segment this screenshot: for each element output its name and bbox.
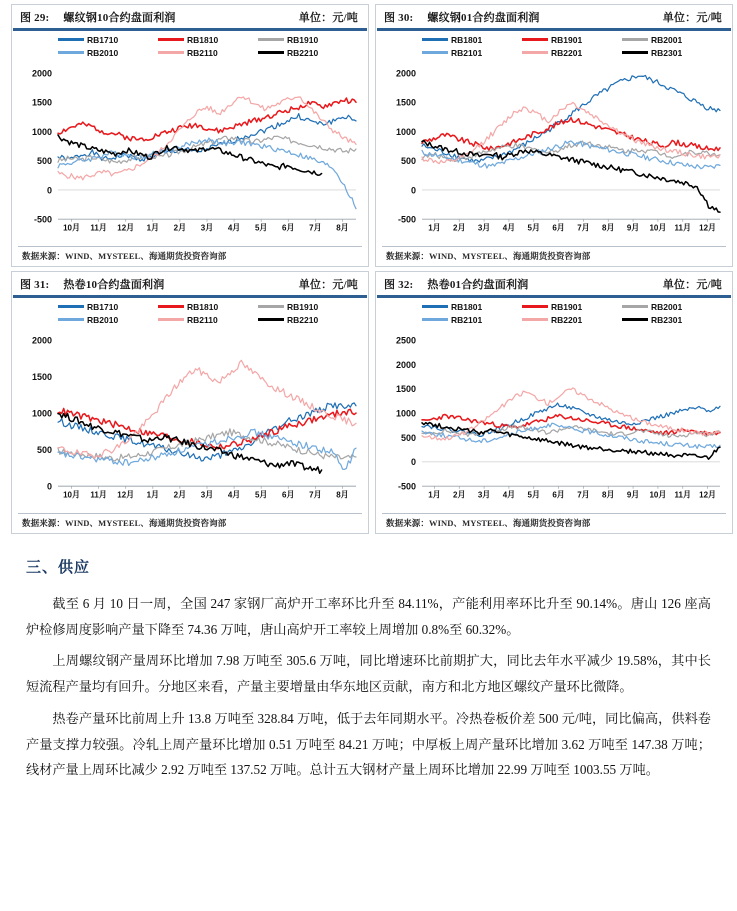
chart-title: 螺纹钢10合约盘面利润: [63, 12, 176, 24]
x-axis-tick-label: 3月: [200, 490, 214, 500]
plot-area: [376, 31, 732, 247]
plot-area: [12, 298, 368, 514]
chart-header: [376, 272, 732, 295]
y-axis-tick-label: 2000: [32, 334, 52, 345]
legend-label: RB1810: [187, 34, 219, 45]
y-axis-tick-label: 1500: [396, 96, 416, 108]
y-axis-tick-label: 1000: [32, 407, 52, 419]
figure-number: 图 32:: [384, 279, 414, 291]
y-axis-tick-label: 500: [36, 444, 52, 455]
y-axis-tick-label: 2000: [32, 67, 52, 78]
section-heading: 三、供应: [26, 560, 91, 576]
legend-label: RB1801: [451, 34, 483, 45]
legend-label: RB2101: [451, 314, 483, 325]
chart-header: [12, 272, 368, 295]
x-axis-tick-label: 7月: [309, 223, 322, 233]
chart-card: [11, 4, 369, 267]
x-axis-tick-label: 3月: [200, 223, 214, 233]
y-axis-tick-label: -500: [398, 480, 416, 492]
series-line: [58, 113, 356, 161]
plot-area: [12, 31, 368, 247]
chart-title: 热卷01合约盘面利润: [427, 279, 529, 291]
chart-title: 螺纹钢01合约盘面利润: [427, 12, 540, 24]
x-axis-tick-label: 1月: [428, 223, 441, 233]
series-line: [58, 360, 356, 458]
x-axis-tick-label: 11月: [90, 490, 107, 500]
chart-source: 数据来源：WIND、MYSTEEL、海通期货投资咨询部: [22, 251, 227, 261]
x-axis-tick-label: 8月: [336, 223, 349, 233]
legend-label: RB2201: [551, 47, 583, 58]
series-line: [58, 98, 356, 141]
y-axis-tick-label: 1000: [396, 407, 416, 419]
legend-label: RB1710: [87, 301, 119, 312]
x-axis-tick-label: 4月: [502, 490, 516, 500]
legend-label: RB1710: [87, 34, 119, 45]
x-axis-tick-label: 7月: [577, 490, 590, 500]
series-line: [58, 134, 322, 174]
x-axis-tick-label: 7月: [309, 490, 322, 500]
legend-label: RB2010: [87, 314, 119, 325]
legend-label: RB2201: [551, 314, 583, 325]
series-line: [422, 117, 720, 150]
legend-label: RB2210: [287, 314, 319, 325]
x-axis-tick-label: 2月: [453, 490, 466, 500]
y-axis-tick-label: 2000: [396, 359, 416, 370]
y-axis-tick-label: 500: [400, 155, 416, 166]
x-axis-tick-label: 1月: [428, 490, 441, 500]
x-axis-tick-label: 12月: [699, 223, 717, 233]
figure-number: 图 29:: [20, 12, 50, 24]
y-axis-tick-label: 2500: [396, 334, 416, 345]
x-axis-tick-label: 7月: [577, 223, 590, 233]
y-axis-tick-label: -500: [34, 213, 52, 225]
legend-label: RB2301: [651, 314, 683, 325]
y-axis-tick-label: 1500: [32, 371, 52, 382]
chart-source: 数据来源：WIND、MYSTEEL、海通期货投资咨询部: [386, 251, 591, 261]
x-axis-tick-label: 8月: [336, 490, 349, 500]
legend-label: RB2001: [651, 34, 683, 45]
x-axis-tick-label: 10月: [63, 223, 80, 233]
series-line: [422, 387, 720, 439]
x-axis-tick-label: 12月: [699, 490, 717, 500]
chart-canvas: [376, 298, 732, 514]
x-axis-tick-label: 11月: [90, 223, 107, 233]
y-axis-tick-label: -500: [398, 213, 416, 225]
x-axis-tick-label: 6月: [552, 490, 565, 500]
x-axis-tick-label: 2月: [453, 223, 466, 233]
x-axis-tick-label: 1月: [146, 490, 160, 500]
legend-label: RB2010: [87, 47, 119, 58]
legend-label: RB1901: [551, 301, 583, 312]
y-axis-tick-label: 0: [410, 456, 416, 467]
y-axis-tick-label: 1500: [396, 383, 416, 394]
y-axis-tick-label: 500: [36, 155, 52, 166]
figure-number: 图 31:: [20, 279, 50, 291]
x-axis-tick-label: 10月: [649, 490, 667, 500]
chart-canvas: [12, 298, 368, 514]
x-axis-tick-label: 4月: [227, 490, 241, 500]
legend-label: RB2110: [187, 47, 218, 58]
y-axis-tick-label: 0: [410, 184, 416, 195]
x-axis-tick-label: 2月: [173, 223, 187, 233]
x-axis-tick-label: 5月: [527, 490, 540, 500]
chart-card: [375, 271, 733, 534]
y-axis-tick-label: 0: [46, 184, 52, 195]
x-axis-tick-label: 6月: [282, 490, 295, 500]
paragraph: 截至 6 月 10 日一周，全国 247 家钢厂高炉开工率环比升至 84.11%，产能利用率环比升至 90.14%。唐山 126 座高炉检修周度影响产量下降至 74.36 万吨，唐山高炉开工率较上周增加 0.8%至 60.32%。: [26, 596, 711, 637]
x-axis-tick-label: 10月: [63, 490, 80, 500]
y-axis-tick-label: 0: [46, 480, 52, 492]
x-axis-tick-label: 3月: [477, 490, 491, 500]
supply-section: [0, 534, 737, 783]
series-line: [422, 102, 720, 163]
chart-header: [12, 5, 368, 28]
y-axis-tick-label: 1000: [396, 126, 416, 137]
chart-source: 数据来源：WIND、MYSTEEL、海通期货投资咨询部: [22, 518, 227, 528]
x-axis-tick-label: 9月: [626, 490, 640, 500]
x-axis-tick-label: 12月: [117, 223, 135, 233]
chart-canvas: [12, 31, 368, 247]
x-axis-tick-label: 5月: [254, 223, 268, 233]
x-axis-tick-label: 11月: [674, 223, 691, 233]
legend-label: RB2101: [451, 47, 483, 58]
chart-title: 热卷10合约盘面利润: [63, 279, 165, 291]
chart-unit: 单位：元/吨: [298, 12, 358, 24]
x-axis-tick-label: 6月: [552, 223, 565, 233]
x-axis-tick-label: 8月: [602, 223, 615, 233]
series-line: [422, 140, 720, 212]
x-axis-tick-label: 11月: [674, 490, 691, 500]
chart-unit: 单位：元/吨: [662, 279, 722, 291]
legend-label: RB2301: [651, 47, 683, 58]
legend-label: RB1810: [187, 301, 219, 312]
chart-unit: 单位：元/吨: [662, 12, 722, 24]
x-axis-tick-label: 5月: [254, 490, 268, 500]
x-axis-tick-label: 8月: [602, 490, 615, 500]
legend-label: RB2001: [651, 301, 683, 312]
x-axis-tick-label: 10月: [649, 223, 667, 233]
chart-unit: 单位：元/吨: [298, 279, 358, 291]
chart-source: 数据来源：WIND、MYSTEEL、海通期货投资咨询部: [386, 518, 591, 528]
x-axis-tick-label: 5月: [527, 223, 540, 233]
legend-label: RB1801: [451, 301, 483, 312]
plot-area: [376, 298, 732, 514]
y-axis-tick-label: 500: [400, 432, 416, 443]
y-axis-tick-label: 1000: [32, 126, 52, 137]
figure-number: 图 30:: [384, 12, 414, 24]
paragraph: 上周螺纹钢产量周环比增加 7.98 万吨至 305.6 万吨，同比增速环比前期扩大，同比去年水平减少 19.58%，其中长短流程产量均有回升。分地区来看，产量主要增量由华东地区贡献，南方和北方地区螺纹产量环比微降。: [26, 653, 711, 695]
legend-label: RB1910: [287, 301, 319, 312]
chart-header: [376, 5, 732, 28]
legend-label: RB2210: [287, 47, 319, 58]
x-axis-tick-label: 3月: [477, 223, 491, 233]
x-axis-tick-label: 9月: [626, 223, 640, 233]
legend-label: RB1910: [287, 34, 319, 45]
x-axis-tick-label: 4月: [502, 223, 516, 233]
x-axis-tick-label: 2月: [173, 490, 187, 500]
x-axis-tick-label: 4月: [227, 223, 241, 233]
paragraph: 热卷产量环比前周上升 13.8 万吨至 328.84 万吨，低于去年同期水平。冷热卷板价差 500 元/吨，同比偏高，供料卷产量支撑力较强。冷轧上周产量环比增加 0.51 万吨至 84.21 万吨；中厚板上周产量环比增加 3.62 万吨至 147.38 万吨；线材产量上周环比减少 2.92 万吨至 137.52 万吨。总计五大钢材产量上周环比增加 22.99 万吨至 1003.55 万吨。: [26, 710, 711, 778]
x-axis-tick-label: 12月: [117, 490, 135, 500]
legend-label: RB1901: [551, 34, 583, 45]
chart-card: [375, 4, 733, 267]
legend-label: RB2110: [187, 314, 218, 325]
x-axis-tick-label: 6月: [282, 223, 295, 233]
series-line: [58, 96, 356, 179]
y-axis-tick-label: 1500: [32, 96, 52, 108]
x-axis-tick-label: 1月: [146, 223, 160, 233]
chart-card: [11, 271, 369, 534]
chart-canvas: [376, 31, 732, 247]
y-axis-tick-label: 2000: [396, 67, 416, 78]
